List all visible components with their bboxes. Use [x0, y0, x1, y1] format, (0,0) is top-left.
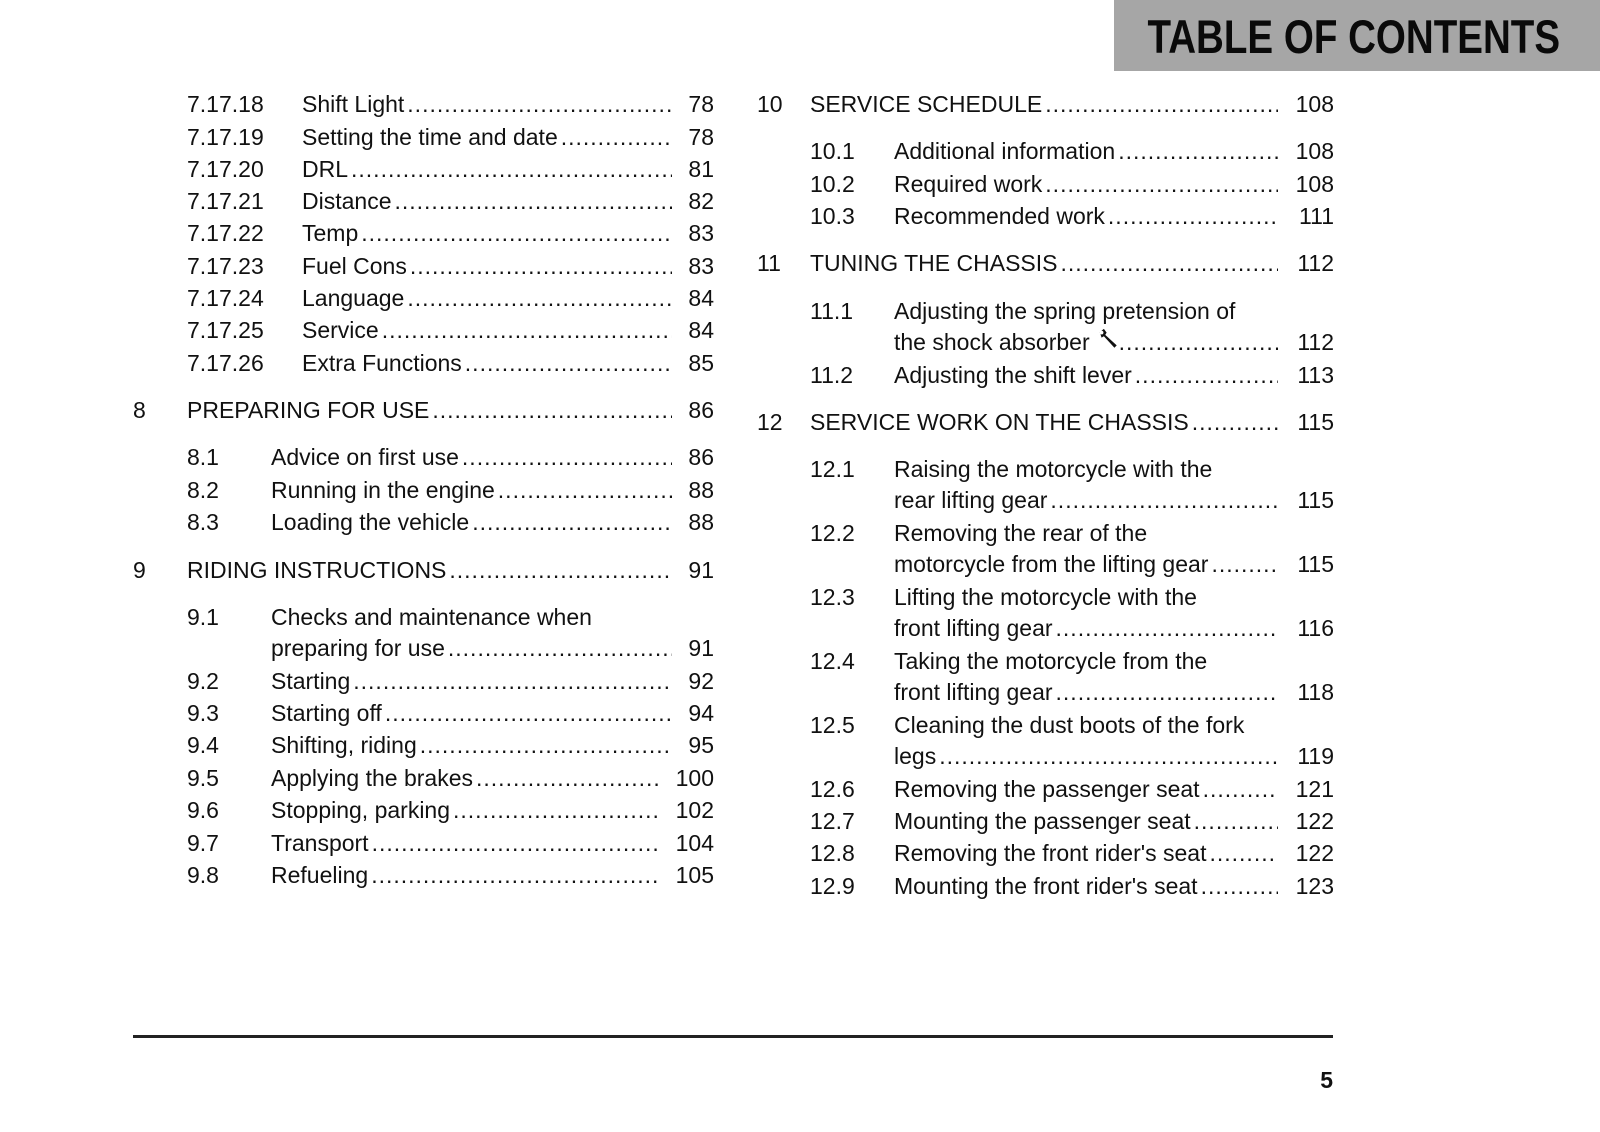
toc-entry-page[interactable]: 112	[1297, 329, 1334, 355]
toc-entry-title-line1[interactable]: Cleaning the dust boots of the fork	[894, 712, 1245, 738]
dot-leader	[1135, 360, 1278, 390]
dot-leader	[939, 741, 1278, 771]
toc-entry-title[interactable]: Running in the engine	[271, 477, 495, 503]
toc-entry[interactable]	[302, 251, 672, 281]
toc-entry-title-line1[interactable]: Lifting the motorcycle with the	[894, 584, 1197, 610]
dot-leader	[1061, 248, 1279, 278]
toc-entry-page[interactable]: 78	[688, 124, 714, 150]
toc-entry-title[interactable]: DRL	[302, 156, 349, 182]
toc-entry[interactable]	[810, 407, 1278, 437]
toc-entry-number: 9.8	[187, 862, 219, 888]
dot-leader	[449, 555, 672, 585]
section-banner	[1114, 0, 1600, 71]
toc-entry[interactable]	[894, 838, 1278, 868]
dot-leader	[453, 795, 658, 825]
toc-entry-title[interactable]: Additional information	[894, 138, 1116, 164]
toc-entry-number: 10.1	[810, 138, 855, 164]
dot-leader	[1209, 838, 1278, 868]
toc-entry-title[interactable]: front lifting gear	[894, 679, 1053, 705]
toc-entry[interactable]	[810, 248, 1278, 278]
toc-entry-page[interactable]: 82	[688, 188, 714, 214]
toc-entry-page[interactable]: 113	[1297, 362, 1334, 388]
toc-entry[interactable]	[271, 763, 658, 793]
toc-entry-number: 7.17.21	[187, 188, 264, 214]
toc-entry[interactable]	[894, 360, 1278, 390]
toc-entry-page[interactable]: 95	[688, 732, 714, 758]
footer-divider	[133, 1035, 1333, 1038]
toc-entry-title[interactable]: Starting	[271, 668, 351, 694]
toc-entry-number: 7.17.25	[187, 317, 264, 343]
toc-entry-number: 8.3	[187, 509, 219, 535]
toc-entry-number: 10	[757, 91, 783, 117]
toc-entry-title[interactable]: preparing for use	[271, 635, 445, 661]
toc-entry-title[interactable]: SERVICE SCHEDULE	[810, 91, 1043, 117]
toc-entry-page[interactable]: 102	[675, 797, 714, 823]
toc-entry-number: 10.3	[810, 203, 855, 229]
dot-leader	[1211, 549, 1278, 579]
dot-leader	[1201, 871, 1278, 901]
toc-entry-number: 9.7	[187, 830, 219, 856]
dot-leader	[1192, 407, 1278, 437]
toc-entry[interactable]	[302, 89, 672, 119]
toc-entry-page[interactable]: 91	[688, 635, 714, 661]
toc-entry-number: 9.1	[187, 604, 219, 630]
toc-entry[interactable]	[187, 555, 672, 585]
toc-entry-page[interactable]: 108	[1295, 138, 1334, 164]
toc-entry[interactable]	[302, 315, 672, 345]
toc-entry-number: 7.17.26	[187, 350, 264, 376]
toc-entry-number: 11.1	[810, 298, 854, 324]
toc-entry[interactable]	[271, 730, 672, 760]
toc-entry-title[interactable]: Transport	[271, 830, 369, 856]
toc-entry-title[interactable]: rear lifting gear	[894, 487, 1048, 513]
toc-entry-page[interactable]: 94	[688, 700, 714, 726]
toc-entry-number: 12.4	[810, 648, 855, 674]
toc-entry-number: 9.3	[187, 700, 219, 726]
toc-entry[interactable]	[894, 613, 1278, 643]
dot-leader	[1045, 169, 1278, 199]
toc-entry[interactable]	[894, 327, 1278, 357]
toc-entry[interactable]	[894, 806, 1278, 836]
toc-entry-title[interactable]: legs	[894, 743, 937, 769]
toc-entry-page[interactable]: 123	[1295, 873, 1334, 899]
toc-entry-page[interactable]: 84	[688, 317, 714, 343]
toc-entry-title[interactable]: Language	[302, 285, 405, 311]
dot-leader	[407, 89, 672, 119]
toc-entry-page[interactable]: 111	[1299, 203, 1334, 229]
toc-entry-number: 12.3	[810, 584, 855, 610]
toc-entry-page[interactable]: 104	[675, 830, 714, 856]
toc-entry[interactable]	[894, 169, 1278, 199]
toc-entry-number: 8.2	[187, 477, 219, 503]
toc-entry-page[interactable]: 115	[1297, 551, 1334, 577]
toc-entry-title[interactable]: Temp	[302, 220, 359, 246]
toc-entry-title[interactable]: Required work	[894, 171, 1043, 197]
toc-entry-title-line1[interactable]: Removing the rear of the	[894, 520, 1148, 546]
toc-entry-number: 12	[757, 409, 783, 435]
toc-entry-page[interactable]: 108	[1295, 91, 1334, 117]
toc-entry-page[interactable]: 116	[1297, 615, 1334, 641]
dot-leader	[448, 633, 672, 663]
toc-entry[interactable]	[894, 774, 1278, 804]
page-number: 5	[1320, 1067, 1333, 1093]
toc-entry-page[interactable]: 84	[688, 285, 714, 311]
toc-entry-title[interactable]: Extra Functions	[302, 350, 462, 376]
toc-entry[interactable]	[302, 186, 672, 216]
toc-entry-title[interactable]: Shifting, riding	[271, 732, 417, 758]
toc-entry[interactable]	[894, 549, 1278, 579]
dot-leader	[407, 283, 672, 313]
toc-entry-page[interactable]: 122	[1295, 808, 1334, 834]
toc-entry-title[interactable]: Loading the vehicle	[271, 509, 470, 535]
toc-entry[interactable]	[302, 348, 672, 378]
toc-entry-number: 12.7	[810, 808, 855, 834]
toc-entry[interactable]	[271, 475, 672, 505]
toc-entry-page[interactable]: 122	[1295, 840, 1334, 866]
toc-entry[interactable]	[271, 860, 658, 890]
toc-entry-page[interactable]: 119	[1297, 743, 1334, 769]
toc-entry-number: 7.17.24	[187, 285, 264, 311]
dot-leader	[410, 251, 672, 281]
toc-entry-number: 9.4	[187, 732, 219, 758]
toc-entry-page[interactable]: 83	[688, 253, 714, 279]
toc-entry-page[interactable]: 112	[1297, 250, 1334, 276]
toc-entry-number: 7.17.23	[187, 253, 264, 279]
toc-entry[interactable]	[894, 871, 1278, 901]
toc-entry-number: 10.2	[810, 171, 855, 197]
toc-entry-title[interactable]: Distance	[302, 188, 392, 214]
toc-entry-number: 12.5	[810, 712, 855, 738]
toc-entry-title[interactable]: Recommended work	[894, 203, 1105, 229]
dot-leader	[394, 186, 672, 216]
toc-entry-title[interactable]: Service	[302, 317, 379, 343]
toc-entry-number: 9.2	[187, 668, 219, 694]
toc-entry-number: 12.1	[810, 456, 855, 482]
dot-leader	[1045, 89, 1278, 119]
dot-leader	[385, 698, 672, 728]
dot-leader	[351, 154, 672, 184]
toc-entry-title[interactable]: Removing the front rider's seat	[894, 840, 1207, 866]
dot-leader	[420, 730, 672, 760]
toc-entry-title[interactable]: RIDING INSTRUCTIONS	[187, 557, 447, 583]
toc-entry-title-line1[interactable]: Adjusting the spring pretension of	[894, 298, 1236, 324]
toc-entry-number: 9.6	[187, 797, 219, 823]
toc-entry-title[interactable]: Starting off	[271, 700, 382, 726]
dot-leader	[1056, 613, 1278, 643]
toc-entry-number: 12.2	[810, 520, 855, 546]
toc-entry-page[interactable]: 105	[675, 862, 714, 888]
toc-entry-title-line1[interactable]: Taking the motorcycle from the	[894, 648, 1208, 674]
toc-entry[interactable]	[271, 828, 658, 858]
toc-entry[interactable]	[302, 283, 672, 313]
toc-entry-title[interactable]: motorcycle from the lifting gear	[894, 551, 1209, 577]
dot-leader	[361, 218, 672, 248]
toc-entry-title[interactable]: Removing the passenger seat	[894, 776, 1200, 802]
toc-entry[interactable]	[302, 218, 672, 248]
toc-entry-title[interactable]: TUNING THE CHASSIS	[810, 250, 1058, 276]
toc-entry-page[interactable]: 92	[688, 668, 714, 694]
toc-entry-title[interactable]: Stopping, parking	[271, 797, 451, 823]
toc-entry-title[interactable]: Advice on first use	[271, 444, 459, 470]
dot-leader	[1050, 485, 1278, 515]
toc-entry-number: 9	[133, 557, 146, 583]
toc-entry[interactable]	[271, 795, 658, 825]
toc-entry-page[interactable]: 83	[688, 220, 714, 246]
wrench-icon	[1097, 327, 1119, 349]
toc-entry-number: 12.8	[810, 840, 855, 866]
dot-leader	[1056, 677, 1278, 707]
dot-leader	[371, 860, 658, 890]
toc-entry-page[interactable]: 86	[688, 444, 714, 470]
dot-leader	[462, 442, 672, 472]
toc-entry-title[interactable]: the shock absorber	[894, 329, 1090, 355]
toc-entry-number: 8.1	[187, 444, 219, 470]
toc-entry-number: 7.17.20	[187, 156, 264, 182]
toc-entry-page[interactable]: 115	[1297, 409, 1334, 435]
dot-leader	[1203, 774, 1278, 804]
toc-entry[interactable]	[271, 442, 672, 472]
toc-entry-number: 12.9	[810, 873, 855, 899]
toc-entry-title[interactable]: Setting the time and date	[302, 124, 558, 150]
toc-entry-number: 7.17.19	[187, 124, 264, 150]
toc-entry-title[interactable]: PREPARING FOR USE	[187, 397, 430, 423]
toc-entry-page[interactable]: 91	[688, 557, 714, 583]
toc-entry-title-line1[interactable]: Checks and maintenance when	[271, 604, 592, 630]
toc-entry-number: 11.2	[810, 362, 854, 388]
dot-leader	[476, 763, 658, 793]
dot-leader	[1108, 201, 1278, 231]
dot-leader	[353, 666, 672, 696]
dot-leader	[472, 507, 672, 537]
dot-leader	[382, 315, 672, 345]
page-title: TABLE OF CONTENTS	[1147, 10, 1560, 63]
toc-entry-number: 12.6	[810, 776, 855, 802]
toc-entry-page[interactable]: 121	[1295, 776, 1334, 802]
toc-entry-page[interactable]: 88	[688, 477, 714, 503]
toc-entry-title[interactable]: Mounting the front rider's seat	[894, 873, 1198, 899]
dot-leader	[432, 395, 672, 425]
toc-entry[interactable]	[894, 485, 1278, 515]
toc-entry-title[interactable]: Mounting the passenger seat	[894, 808, 1191, 834]
dot-leader	[1119, 327, 1278, 357]
toc-entry[interactable]	[302, 122, 672, 152]
toc-entry-title[interactable]: Refueling	[271, 862, 369, 888]
toc-entry-number: 8	[133, 397, 146, 423]
toc-entry[interactable]	[894, 136, 1278, 166]
toc-entry-number: 9.5	[187, 765, 219, 791]
toc-entry-number: 7.17.22	[187, 220, 264, 246]
toc-entry-page[interactable]: 100	[675, 765, 714, 791]
toc-entry-page[interactable]: 88	[688, 509, 714, 535]
dot-leader	[1194, 806, 1278, 836]
toc-entry-number: 7.17.18	[187, 91, 264, 117]
toc-entry[interactable]	[187, 395, 672, 425]
dot-leader	[372, 828, 658, 858]
toc-entry-page[interactable]: 85	[688, 350, 714, 376]
toc-entry-page[interactable]: 115	[1297, 487, 1334, 513]
dot-leader	[465, 348, 672, 378]
toc-entry[interactable]	[810, 89, 1278, 119]
toc-entry-page[interactable]: 118	[1297, 679, 1334, 705]
toc-entry-title[interactable]: Shift Light	[302, 91, 405, 117]
toc-entry[interactable]	[271, 633, 672, 663]
toc-entry-title[interactable]: Fuel Cons	[302, 253, 407, 279]
toc-entry-page[interactable]: 108	[1295, 171, 1334, 197]
toc-entry-title[interactable]: Adjusting the shift lever	[894, 362, 1132, 388]
toc-entry-title[interactable]: SERVICE WORK ON THE CHASSIS	[810, 409, 1189, 435]
dot-leader	[1118, 136, 1278, 166]
toc-entry[interactable]	[302, 154, 672, 184]
toc-entry-title[interactable]: Applying the brakes	[271, 765, 474, 791]
toc-entry[interactable]	[271, 666, 672, 696]
toc-entry-page[interactable]: 78	[688, 91, 714, 117]
toc-entry-title-line1[interactable]: Raising the motorcycle with the	[894, 456, 1213, 482]
toc-entry[interactable]	[894, 677, 1278, 707]
toc-entry-number: 11	[757, 250, 781, 276]
toc-entry[interactable]	[271, 507, 672, 537]
toc-entry[interactable]	[271, 698, 672, 728]
toc-entry[interactable]	[894, 741, 1278, 771]
toc-entry-title[interactable]: front lifting gear	[894, 615, 1053, 641]
toc-entry-page[interactable]: 81	[688, 156, 714, 182]
toc-entry-page[interactable]: 86	[688, 397, 714, 423]
toc-entry[interactable]	[894, 201, 1278, 231]
dot-leader	[498, 475, 672, 505]
